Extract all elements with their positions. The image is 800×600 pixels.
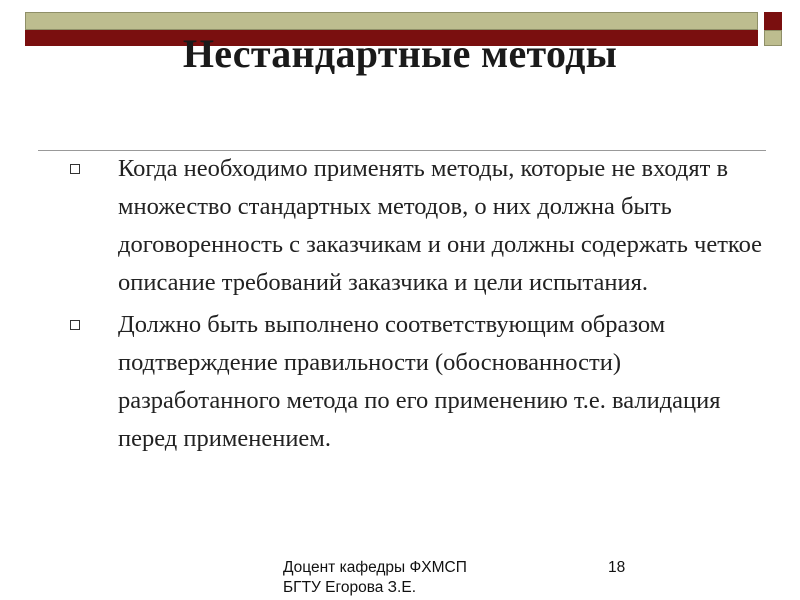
header-band-olive	[25, 12, 758, 30]
bullet-text: Когда необходимо применять методы, которые не входят в множество стандартных методов, о них должна быть договоренность с заказчикам и они должны содержать четкое описание требований заказчика и цели испытания.	[118, 155, 762, 296]
slide-title: Нестандартные методы	[182, 31, 618, 76]
bullet-item	[70, 306, 770, 458]
footer-author	[283, 558, 467, 598]
footer-line-2: БГТУ Егорова З.Е.	[283, 579, 416, 596]
hollow-square-icon	[70, 164, 80, 174]
page-number: 18	[608, 559, 626, 576]
hollow-square-icon	[70, 320, 80, 330]
bullet-item	[70, 150, 770, 302]
slide-content	[70, 150, 770, 462]
bullet-text: Должно быть выполнено соответствующим образом подтверждение правильности (обоснованности) разработанного метода по его применению т.е. валидация перед применением.	[118, 311, 721, 452]
header-corner-dark	[764, 12, 782, 30]
footer-line-1: Доцент кафедры ФХМСП	[283, 559, 467, 576]
